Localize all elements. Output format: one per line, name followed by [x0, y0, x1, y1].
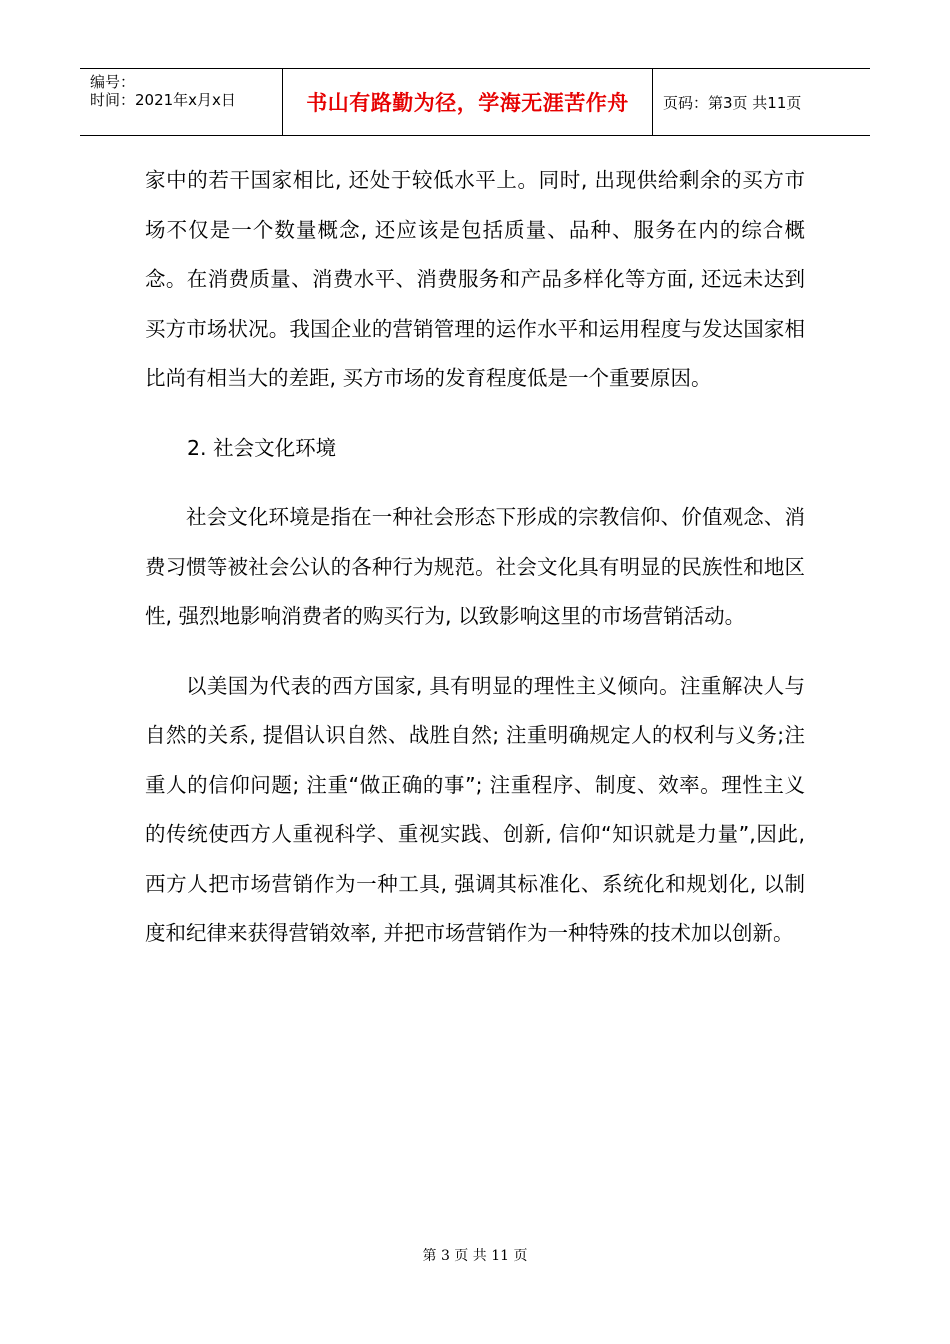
section-heading: 2. 社会文化环境	[187, 435, 337, 460]
document-number-label: 编号：	[90, 73, 136, 91]
paragraph: 以美国为代表的西方国家, 具有明显的理性主义倾向。注重解决人与自然的关系, 提倡认识自然、战胜自然; 注重明确规定人的权利与义务;注重人的信仰问题; 注重“做正确的事”; 注重程序、制度、效率。理性主义的传统使西方人重视科学、重视实践、创新, 信仰“知识就是力量”,因此, 西方人把市场营销作为一种工具, 强调其标准化、系统化和规划化, 以制度和纪律来获得营销效率, 并把市场营销作为一种特殊的技术加以创新。	[145, 673, 805, 945]
document-body	[145, 156, 805, 979]
header-motto: 书山有路勤为径，学海无涯苦作舟	[283, 69, 653, 135]
page-footer: 第 3 页 共 11 页	[422, 1248, 528, 1264]
paragraph: 社会文化环境是指在一种社会形态下形成的宗教信仰、价值观念、消费习惯等被社会公认的各种行为规范。社会文化具有明显的民族性和地区性, 强烈地影响消费者的购买行为, 以致影响这里的市场营销活动。	[145, 505, 805, 628]
header-meta	[80, 69, 283, 135]
page-header	[80, 68, 870, 136]
paragraph-continuation: 家中的若干国家相比, 还处于较低水平上。同时, 出现供给剩余的买方市场不仅是一个数量概念, 还应该是包括质量、品种、服务在内的综合概念。在消费质量、消费水平、消费服务和产品多样化等方面, 还远未达到买方市场状况。我国企业的营销管理的运作水平和运用程度与发达国家相比尚有相当大的差距, 买方市场的发育程度低是一个重要原因。	[145, 168, 805, 390]
header-page-info: 页码：第3页 共11页	[663, 93, 802, 112]
document-time-label: 时间：2021年x月x日	[90, 91, 236, 109]
